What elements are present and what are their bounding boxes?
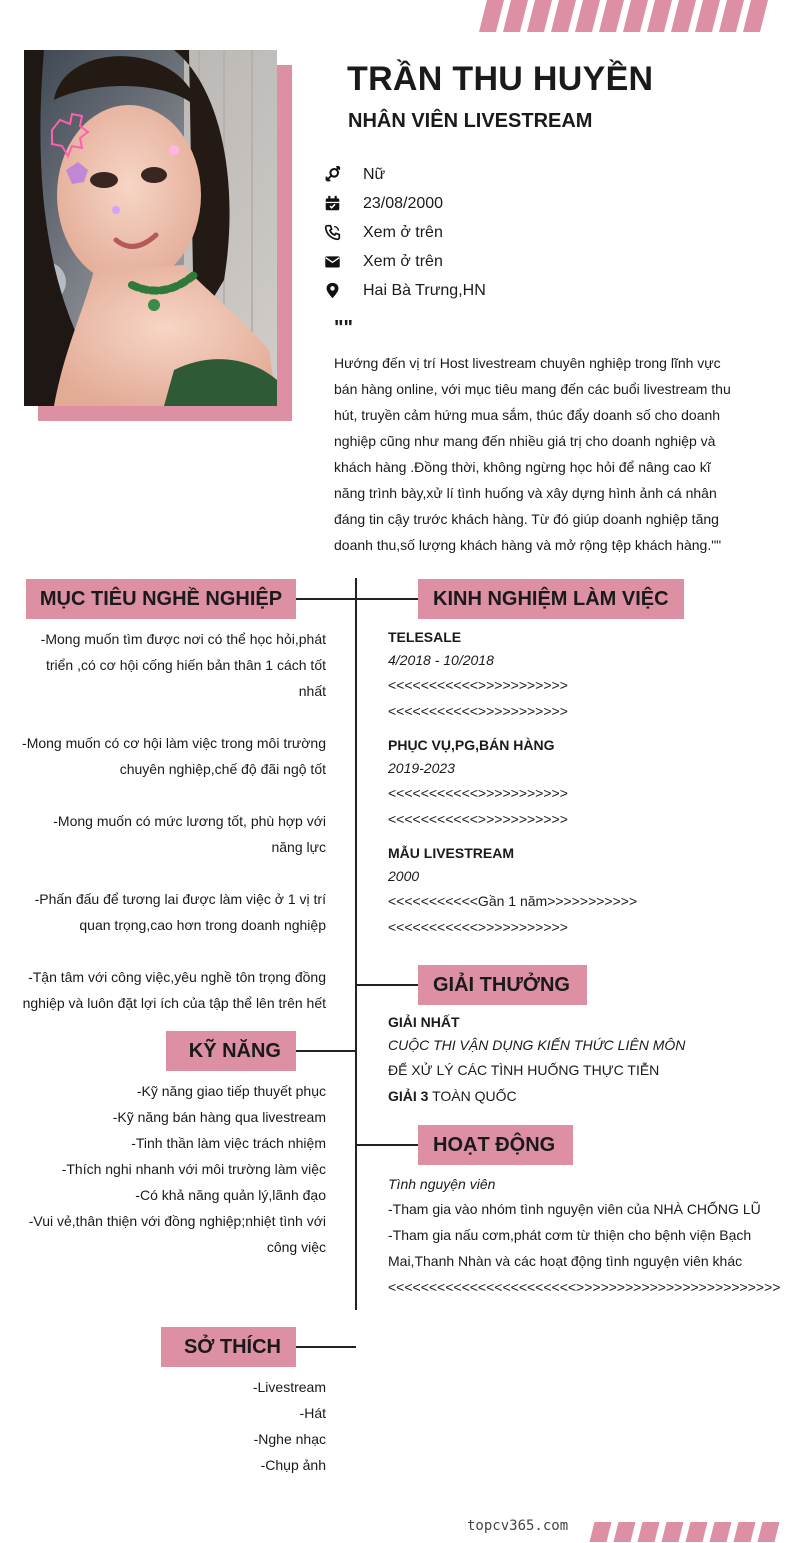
mail-icon xyxy=(322,252,342,272)
quote-mark: "" xyxy=(334,317,353,339)
award-contest: CUỘC THI VẬN DỤNG KIẾN THỨC LIÊN MÔN xyxy=(388,1037,686,1053)
activity-item: -Tham gia nấu cơm,phát cơm từ thiện cho bệnh viện Bạch Mai,Thanh Nhàn và các hoạt động tình nguyện viên khác xyxy=(388,1227,752,1269)
objective-item: -Tận tâm với công việc,yêu nghề tôn trọng đồng nghiệp và luôn đặt lợi ích của tập thể lên trên hết xyxy=(22,969,326,1011)
experience-role: MẪU LIVESTREAM xyxy=(388,845,514,861)
award-contest-topic: ĐỂ XỬ LÝ CÁC TÌNH HUỐNG THỰC TIỄN xyxy=(388,1062,660,1078)
section-title-awards: GIẢI THƯỞNG xyxy=(418,965,587,1005)
section-title-experience: KINH NGHIỆM LÀM VIỆC xyxy=(418,579,684,619)
calendar-icon xyxy=(322,194,342,214)
objective-item: -Phấn đấu để tương lai được làm việc ở 1 vị trí quan trọng,cao hơn trong doanh nghiệp xyxy=(34,891,326,933)
bottom-stripes-decoration xyxy=(592,1522,777,1542)
contact-birthday-value: 23/08/2000 xyxy=(363,194,444,212)
contact-gender-value: Nữ xyxy=(363,165,386,183)
objective-item: -Mong muốn tìm được nơi có thể học hỏi,phát triển ,có cơ hội cống hiến bản thân 1 cách tốt nhất xyxy=(40,631,326,699)
experience-date: 4/2018 - 10/2018 xyxy=(388,652,494,668)
award-third-prize-label: GIẢI 3 xyxy=(388,1088,429,1104)
activity-role: Tình nguyện viên xyxy=(388,1176,496,1192)
experience-date: 2019-2023 xyxy=(388,760,455,776)
location-icon xyxy=(322,281,342,301)
experience-line: <<<<<<<<<<<>>>>>>>>>>> xyxy=(388,677,568,693)
candidate-position: NHÂN VIÊN LIVESTREAM xyxy=(348,110,593,132)
award-third-prize-scope: TOÀN QUỐC xyxy=(428,1088,517,1104)
awards-list xyxy=(388,1011,768,1109)
experience-line: <<<<<<<<<<<Gần 1 năm>>>>>>>>>>> xyxy=(388,893,638,909)
experience-role: PHỤC VỤ,PG,BÁN HÀNG xyxy=(388,737,555,753)
profile-photo xyxy=(24,50,277,406)
hobby-item: -Livestream xyxy=(252,1379,326,1395)
connector-line-activities xyxy=(356,1144,418,1146)
contact-phone xyxy=(322,218,486,247)
award-first-prize: GIẢI NHẤT xyxy=(388,1014,460,1030)
experience-line: <<<<<<<<<<<>>>>>>>>>>> xyxy=(388,703,568,719)
experience-line: <<<<<<<<<<<>>>>>>>>>>> xyxy=(388,785,568,801)
top-stripes-decoration xyxy=(483,0,764,32)
hobby-item: -Nghe nhạc xyxy=(253,1431,326,1447)
timeline-vertical-line xyxy=(355,578,357,1310)
skill-item: -Thích nghi nhanh với môi trường làm việc xyxy=(61,1161,326,1177)
experience-item xyxy=(388,734,768,832)
section-title-hobbies: SỞ THÍCH xyxy=(161,1327,296,1367)
contact-birthday xyxy=(322,189,486,218)
contact-address xyxy=(322,276,486,305)
skill-item: -Có khả năng quản lý,lãnh đạo xyxy=(135,1187,326,1203)
footer-brand: topcv365.com xyxy=(467,1518,569,1534)
connector-line-awards xyxy=(356,984,418,986)
gender-icon xyxy=(322,165,342,185)
objective-item: -Mong muốn có cơ hội làm việc trong môi trường chuyên nghiệp,chế độ đãi ngộ tốt xyxy=(22,735,326,777)
experience-line: <<<<<<<<<<<>>>>>>>>>>> xyxy=(388,811,568,827)
connector-line-objective-experience xyxy=(296,598,418,600)
activity-item: <<<<<<<<<<<<<<<<<<<<<<<>>>>>>>>>>>>>>>>>>>>>>>>> xyxy=(388,1279,781,1295)
activity-item: -Tham gia vào nhóm tình nguyện viên của NHÀ CHỐNG LŨ xyxy=(388,1201,761,1217)
award-third-prize xyxy=(388,1083,768,1109)
hobby-item: -Chụp ảnh xyxy=(260,1457,326,1473)
objective-list xyxy=(20,626,326,1016)
skill-item: -Kỹ năng bán hàng qua livestream xyxy=(112,1109,326,1125)
activities-list xyxy=(388,1172,781,1300)
candidate-name: TRẦN THU HUYỀN xyxy=(347,60,654,98)
contact-gender xyxy=(322,160,486,189)
connector-line-hobbies xyxy=(296,1346,356,1348)
section-title-objective: MỤC TIÊU NGHỀ NGHIỆP xyxy=(26,579,296,619)
contact-email-value: Xem ở trên xyxy=(363,252,443,270)
skill-item: -Kỹ năng giao tiếp thuyết phục xyxy=(136,1083,326,1099)
experience-item xyxy=(388,842,768,940)
experience-list xyxy=(388,626,768,950)
skills-list xyxy=(20,1078,326,1260)
connector-line-skills xyxy=(296,1050,356,1052)
section-title-skills: KỸ NĂNG xyxy=(166,1031,296,1071)
experience-line: <<<<<<<<<<<>>>>>>>>>>> xyxy=(388,919,568,935)
contact-info xyxy=(322,160,486,305)
experience-date: 2000 xyxy=(388,868,420,884)
phone-icon xyxy=(322,223,342,243)
hobbies-list xyxy=(20,1374,326,1478)
experience-role: TELESALE xyxy=(388,629,462,645)
skill-item: -Tinh thần làm việc trách nhiệm xyxy=(131,1135,326,1151)
objective-item: -Mong muốn có mức lương tốt, phù hợp với năng lực xyxy=(53,813,326,855)
hobby-item: -Hát xyxy=(299,1405,326,1421)
contact-address-value: Hai Bà Trưng,HN xyxy=(363,281,486,299)
section-title-activities: HOẠT ĐỘNG xyxy=(418,1125,573,1165)
career-summary: Hướng đến vị trí Host livestream chuyên nghiệp trong lĩnh vực bán hàng online, với mục tiêu mang đến các buổi livestream thu hút, truyền cảm hứng mua sắm, thúc đẩy doanh số cho doanh nghiệp cũng như mang đến nhiều giá trị cho doanh nghiệp và khách hàng .Đồng thời, không ngừng học hỏi để nâng cao kĩ năng trình bày,xử lí tình huống và xây dựng hình ảnh cá nhân đáng tin cậy trước khách hàng. Từ đó giúp doanh nghiệp tăng doanh thu,số lượng khách hàng và mở rộng tệp khách hàng."" xyxy=(334,355,731,553)
contact-email xyxy=(322,247,486,276)
contact-phone-value: Xem ở trên xyxy=(363,223,443,241)
skill-item: -Vui vẻ,thân thiện với đồng nghiệp;nhiệt tình với công việc xyxy=(28,1213,326,1255)
experience-item xyxy=(388,626,768,724)
